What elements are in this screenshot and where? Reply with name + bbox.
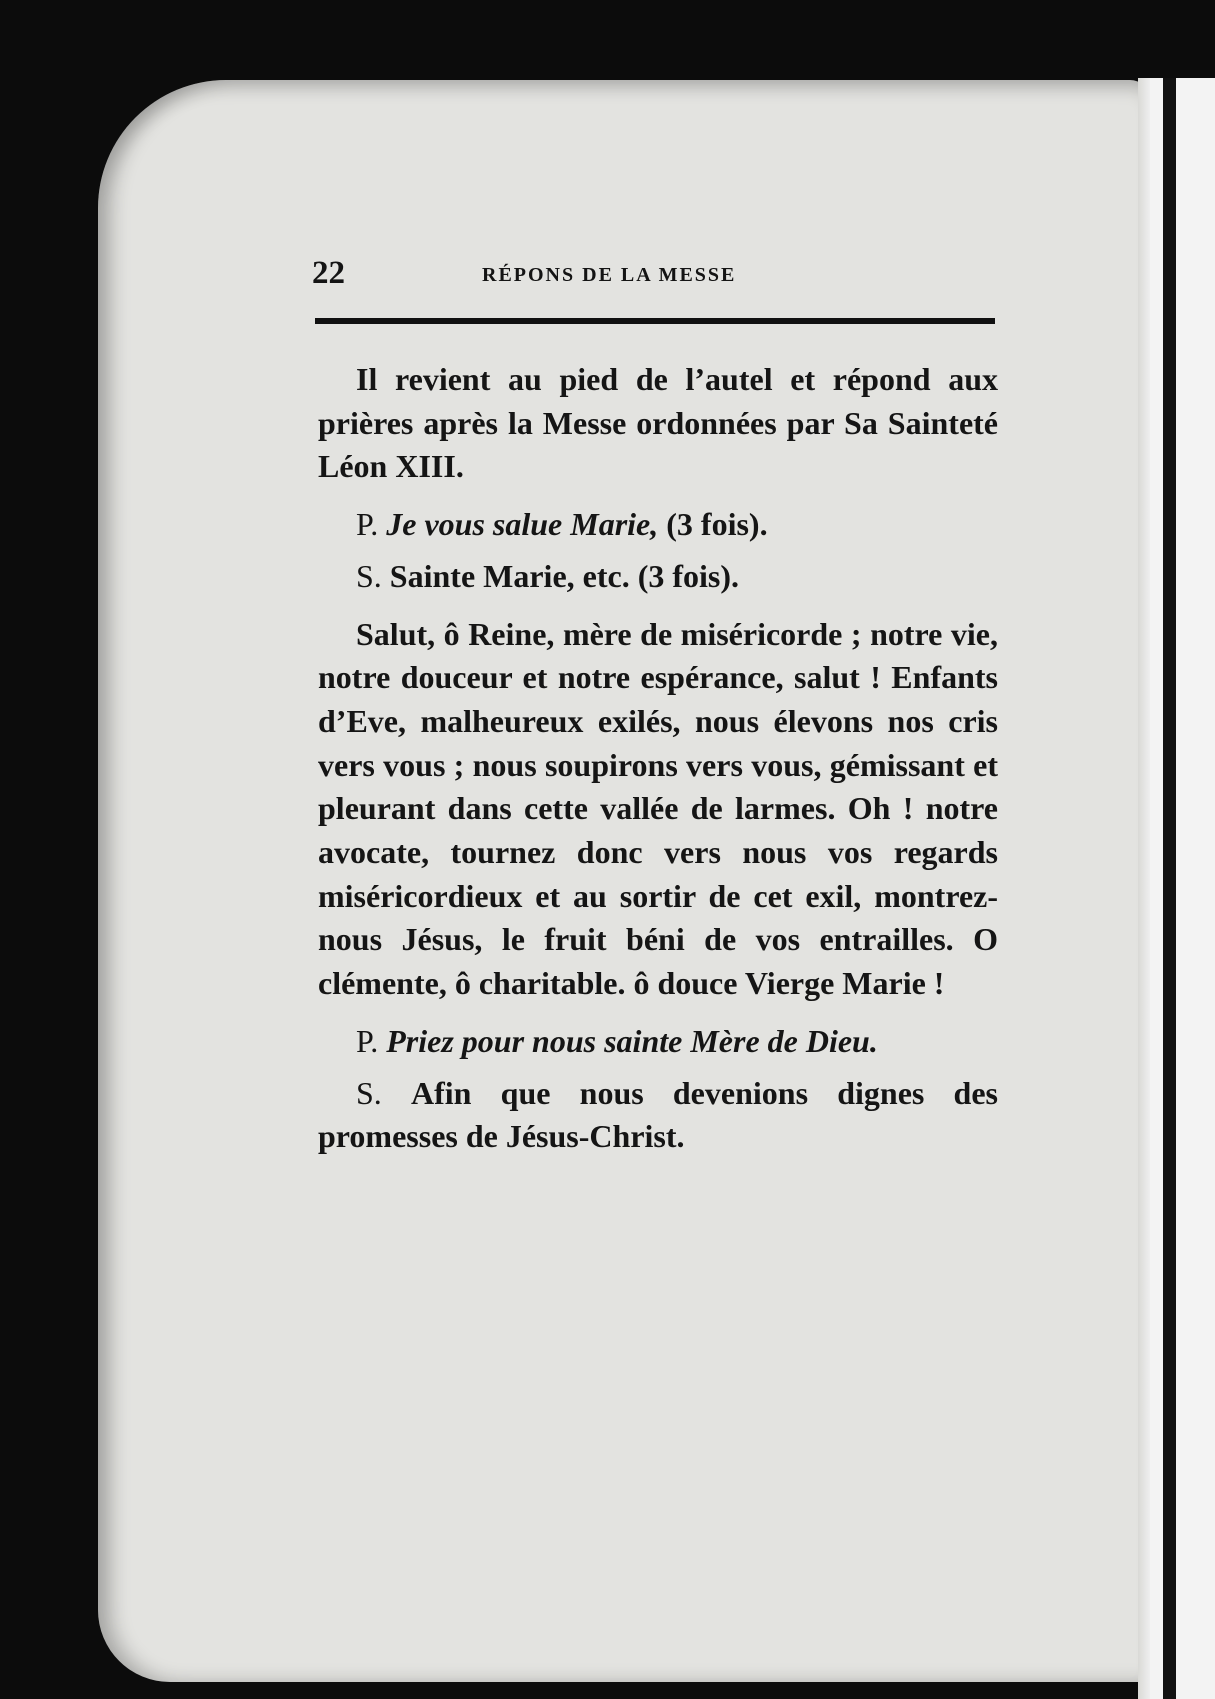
final-response-text: Afin que nous devenions dignes des promesses de Jésus-Christ. bbox=[318, 1074, 999, 1155]
versicle-line bbox=[318, 1020, 998, 1064]
repeat-count: (3 fois). bbox=[637, 557, 740, 594]
response-line-2 bbox=[318, 555, 998, 599]
running-title: RÉPONS DE LA MESSE bbox=[482, 264, 737, 286]
header-rule bbox=[315, 318, 995, 324]
page-number: 22 bbox=[312, 255, 345, 291]
prayer-opening: Salut, ô Reine, bbox=[356, 615, 555, 652]
speaker-label: P. bbox=[356, 506, 379, 543]
rubric-paragraph: Il revient au pied de l’autel et répond aux prières après la Messe ordonnées par Sa Sainteté Léon XIII. bbox=[318, 361, 998, 485]
repeat-count: (3 fois). bbox=[666, 506, 768, 543]
binding-line bbox=[1163, 78, 1176, 1699]
response-text: Je vous salue Marie, bbox=[386, 506, 659, 543]
speaker-label: P. bbox=[356, 1022, 379, 1059]
page-header bbox=[312, 255, 992, 305]
response-text: Sainte Marie, etc. bbox=[389, 557, 630, 594]
speaker-label: S. bbox=[356, 1074, 382, 1111]
page-text bbox=[318, 358, 998, 1159]
versicle-text: Priez pour nous sainte Mère de Dieu. bbox=[386, 1022, 878, 1059]
speaker-label: S. bbox=[356, 557, 382, 594]
facing-page-edge bbox=[1150, 78, 1215, 1699]
prayer-text: mère de miséricorde ; notre vie, notre douceur et notre espérance, salut ! Enfants d’Eve, malheureux exilés, nous élevons nos cris vers vous ; nous soupirons vers vous, gémissant et pleurant dans cette vallée de larmes. Oh ! notre avocate, tournez donc vers nous vos regards miséricordieux et au sortir de cet exil, montrez-nous Jésus, le fruit béni de vos entrailles. O clémente, ô charitable. ô douce Vierge Marie ! bbox=[318, 615, 999, 1002]
response-line-1 bbox=[318, 503, 998, 547]
final-response-paragraph bbox=[318, 1072, 998, 1159]
salve-regina-paragraph bbox=[318, 613, 998, 1006]
